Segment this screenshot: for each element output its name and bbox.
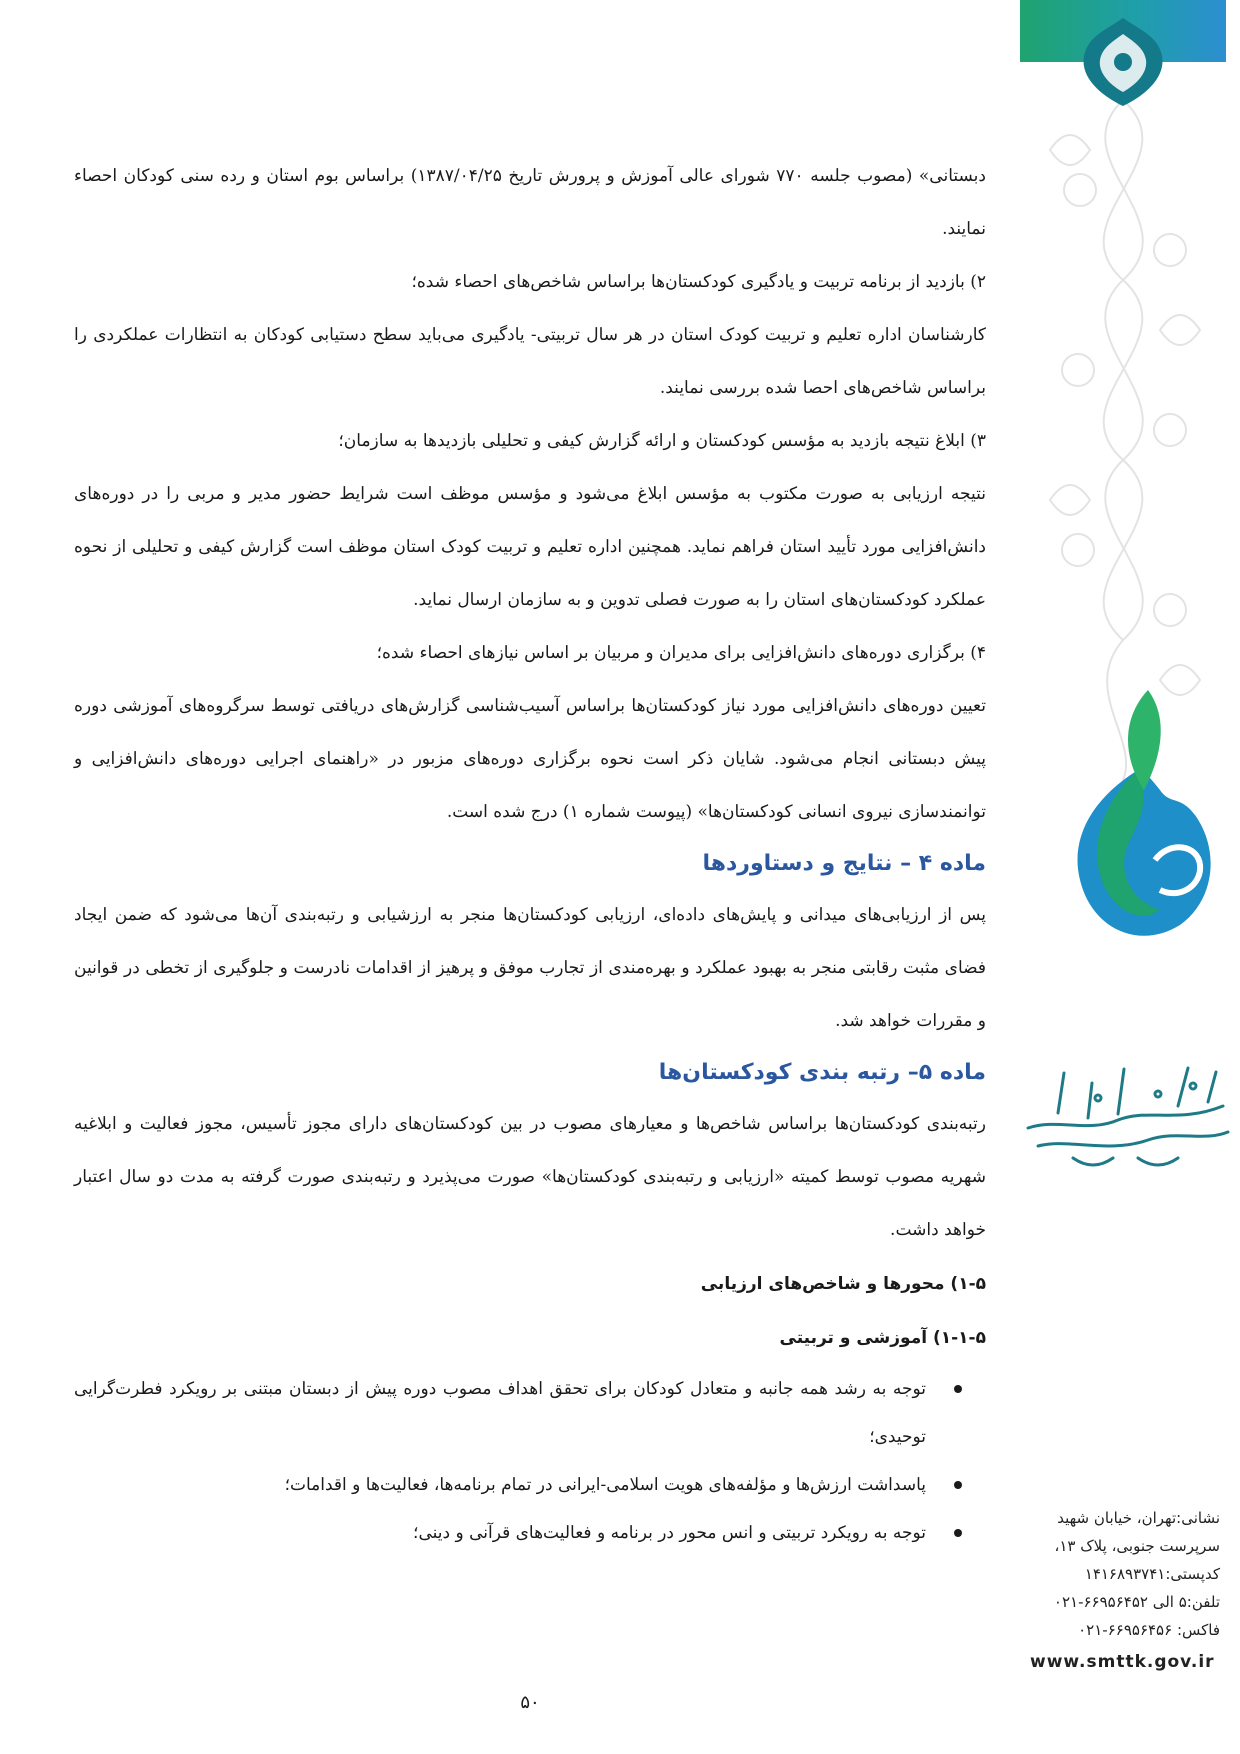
- paragraph: نتیجه ارزیابی به صورت مکتوب به مؤسس ابلاغ می‌شود و مؤسس موظف است شرایط حضور مدیر و مربی را در دوره‌های دانش‌افزایی مورد تأیید استان فراهم نماید. همچنین اداره تعلیم و تربیت کودک استان موظف است گزارش کیفی و تحلیلی از نحوه عملکرد کودکستان‌های استان را به صورت فصلی تدوین و به سازمان ارسال نماید.: [74, 484, 986, 610]
- numbered-item: ۳) ابلاغ نتیجه بازدید به مؤسس کودکستان و ارائه گزارش کیفی و تحلیلی بازدیدها به سازمان؛: [338, 431, 986, 451]
- bullet-icon: [954, 1385, 962, 1393]
- article-5-heading: ماده ۵– رتبه بندی کودکستان‌ها: [658, 1060, 986, 1085]
- address-line-2: سرپرست جنوبی، پلاک ۱۳،: [1054, 1537, 1220, 1555]
- phone: تلفن:۵ الی ۶۶۹۵۶۴۵۲-۰۲۱: [1053, 1593, 1220, 1611]
- postal-code: کدپستی:۱۴۱۶۸۹۳۷۴۱: [1084, 1565, 1220, 1583]
- bullet-list: [74, 1365, 986, 1557]
- article-4-body: پس از ارزیابی‌های میدانی و پایش‌های داده‌ای، ارزیابی کودکستان‌ها منجر به ارزشیابی و رتبه‌بندی آن‌ها می‌شود که ضمن ایجاد فضای مثبت رقابتی منجر به بهبود عملکرد و بهره‌مندی از تجارب موفق و پرهیز از اقدامات نادرست و جلوگیری از تخطی در قوانین و مقررات خواهد شد.: [74, 905, 986, 1031]
- numbered-item: ۴) برگزاری دوره‌های دانش‌افزایی برای مدیران و مربیان بر اساس نیازهای احصاء شده؛: [376, 643, 986, 663]
- list-item: [74, 1509, 986, 1557]
- paragraph: تعیین دوره‌های دانش‌افزایی مورد نیاز کودکستان‌ها براساس آسیب‌شناسی گزارش‌های دریافتی توسط سرگروه‌های آموزشی دوره پیش دبستانی انجام می‌شود. شایان ذکر است نحوه برگزاری دوره‌های مزبور در «راهنمای اجرایی دوره‌های دانش‌افزایی و توانمندسازی نیروی انسانی کودکستان‌ها» (پیوست شماره ۱) درج شده است.: [74, 696, 986, 822]
- teardrop-emblem-icon: [1077, 690, 1210, 936]
- bullet-icon: [954, 1529, 962, 1537]
- fax: فاکس: ۶۶۹۵۶۴۵۶-۰۲۱: [1078, 1621, 1220, 1639]
- arabesque-pattern-icon: [1020, 0, 1226, 1000]
- address-line-1: نشانی:تهران، خیابان شهید: [1057, 1509, 1220, 1527]
- list-item: [74, 1461, 986, 1509]
- medallion-icon: [1084, 18, 1163, 106]
- organization-signature-logo: [1018, 1058, 1234, 1176]
- decorative-sidebar: [1020, 0, 1226, 1754]
- website-link[interactable]: www.smttk.gov.ir: [1030, 1652, 1215, 1672]
- page-number: ۵۰: [520, 1692, 540, 1713]
- bullet-icon: [954, 1481, 962, 1489]
- paragraph: کارشناسان اداره تعلیم و تربیت کودک استان در هر سال تربیتی- یادگیری می‌باید سطح دستیابی کودکان به انتظارات عملکردی را براساس شاخص‌های احصا شده بررسی نمایند.: [74, 325, 986, 398]
- numbered-item: ۲) بازدید از برنامه تربیت و یادگیری کودکستان‌ها براساس شاخص‌های احصاء شده؛: [411, 272, 986, 292]
- list-item: [74, 1365, 986, 1461]
- list-item-text: پاسداشت ارزش‌ها و مؤلفه‌های هویت اسلامی-ایرانی در تمام برنامه‌ها، فعالیت‌ها و اقدامات؛: [284, 1475, 926, 1495]
- list-item-text: توجه به رویکرد تربیتی و انس محور در برنامه و فعالیت‌های قرآنی و دینی؛: [413, 1523, 926, 1543]
- article-4-heading: ماده ۴ – نتایج و دستاوردها: [702, 851, 986, 876]
- subsection-heading: ۱-۵) محورها و شاخص‌های ارزیابی: [700, 1274, 986, 1294]
- paragraph: دبستانی» (مصوب جلسه ۷۷۰ شورای عالی آموزش و پرورش تاریخ ۱۳۸۷/۰۴/۲۵) براساس بوم استان و رده سنی کودکان احصاء نمایند.: [74, 166, 986, 239]
- contact-info: [1030, 1504, 1220, 1676]
- article-5-body: رتبه‌بندی کودکستان‌ها براساس شاخص‌ها و معیارهای مصوب در بین کودکستان‌های دارای مجوز تأسیس، مجوز فعالیت و ابلاغیه شهریه مصوب توسط کمیته «ارزیابی و رتبه‌بندی کودکستان‌ها» صورت می‌پذیرد و رتبه‌بندی صورت گرفته به مدت دو سال اعتبار خواهد داشت.: [74, 1114, 986, 1240]
- document-body: [74, 150, 986, 1557]
- list-item-text: توجه به رشد همه جانبه و متعادل کودکان برای تحقق اهداف مصوب دوره پیش از دبستان مبتنی بر رویکرد فطرت‌گرایی توحیدی؛: [74, 1379, 926, 1447]
- subsubsection-heading: ۱-۱-۵) آموزشی و تربیتی: [779, 1328, 986, 1348]
